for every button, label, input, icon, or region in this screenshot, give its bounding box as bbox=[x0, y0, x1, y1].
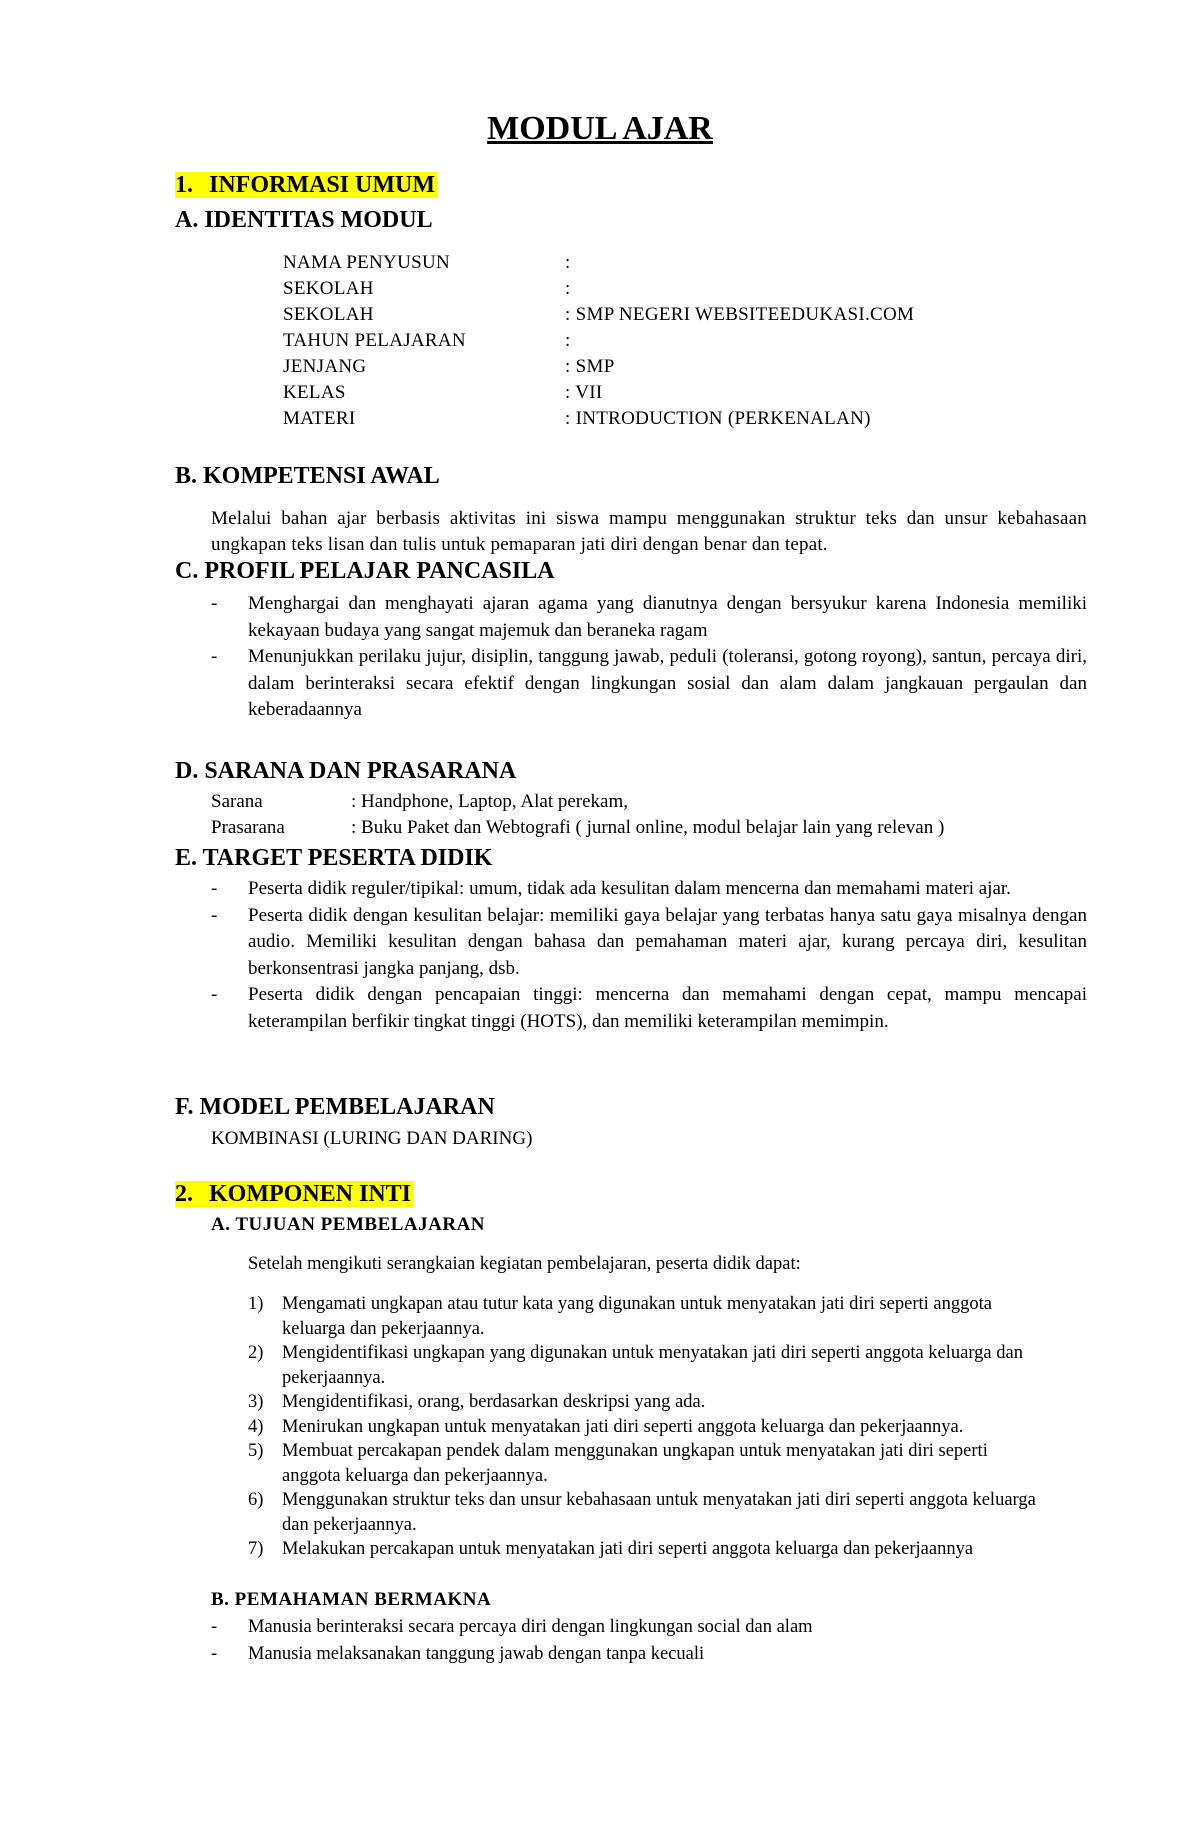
tujuan-list bbox=[248, 1292, 1048, 1562]
sarana-heading: D. SARANA DAN PRASARANA bbox=[175, 758, 517, 784]
identitas-row bbox=[283, 328, 914, 354]
table-row bbox=[211, 789, 944, 815]
sarana-label: Prasarana bbox=[211, 817, 285, 838]
identitas-label: SEKOLAH bbox=[283, 304, 374, 325]
list-item-text: Mengidentifikasi, orang, berdasarkan deskripsi yang ada. bbox=[282, 1392, 706, 1412]
identitas-label: JENJANG bbox=[283, 356, 367, 377]
list-item bbox=[248, 1390, 1048, 1415]
table-row bbox=[211, 815, 944, 841]
list-item-text: Manusia berinteraksi secara percaya diri dengan lingkungan social dan alam bbox=[248, 1617, 813, 1637]
list-item bbox=[248, 1537, 1048, 1562]
list-item: - Peserta didik dengan pencapaian tinggi: mencerna dan memahami dengan cepat, mampu mencapai keterampilan berfikir tingkat tinggi (HOTS), dan memiliki keterampilan memimpin. bbox=[211, 984, 1087, 1032]
list-item-text: Mengamati ungkapan atau tutur kata yang digunakan untuk menyatakan jati diri seperti anggota keluarga dan pekerjaannya. bbox=[282, 1294, 992, 1339]
list-number: 3) bbox=[248, 1392, 264, 1412]
kompetensi-text: Melalui bahan ajar berbasis aktivitas ini siswa mampu menggunakan struktur teks dan unsur kebahasaan ungkapan teks lisan dan tulis untuk pemaparan jati diri dengan benar dan tepat. bbox=[211, 508, 1087, 555]
identitas-row bbox=[283, 406, 914, 432]
identitas-row bbox=[283, 354, 914, 380]
sarana-value: : Handphone, Laptop, Alat perekam, bbox=[351, 791, 629, 812]
tujuan-intro: Setelah mengikuti serangkaian kegiatan pembelajaran, peserta didik dapat: bbox=[248, 1254, 801, 1274]
identitas-label: KELAS bbox=[283, 382, 346, 403]
identitas-value: : VII bbox=[565, 382, 603, 403]
list-item bbox=[248, 1341, 1048, 1390]
identitas-value: : INTRODUCTION (PERKENALAN) bbox=[565, 408, 871, 429]
list-item bbox=[248, 1439, 1048, 1488]
tujuan-heading: A. TUJUAN PEMBELAJARAN bbox=[211, 1214, 486, 1235]
identitas-value: : bbox=[565, 330, 571, 351]
identitas-label: TAHUN PELAJARAN bbox=[283, 330, 466, 351]
model-text: KOMBINASI (LURING DAN DARING) bbox=[211, 1128, 533, 1149]
list-item-text: Menunjukkan perilaku jujur, disiplin, tanggung jawab, peduli (toleransi, gotong royong), santun, percaya diri, dalam berinteraksi secara efektif dengan lingkungan sosial dan alam dalam jangkauan pergaulan dan keberadaannya bbox=[248, 646, 1087, 720]
section-1-number: 1. bbox=[175, 172, 193, 198]
sarana-value: : Buku Paket dan Webtografi ( jurnal online, modul belajar lain yang relevan ) bbox=[351, 817, 945, 838]
list-item-text: Peserta didik dengan kesulitan belajar: memiliki gaya belajar yang terbatas hanya satu gaya misalnya dengan audio. Memiliki kesulitan dengan bahasa dan pemahaman materi ajar, kurang percaya diri, kesulitan berkonsentrasi jangka panjang, dsb. bbox=[248, 904, 1087, 979]
list-item-text: Manusia melaksanakan tanggung jawab dengan tanpa kecuali bbox=[248, 1643, 705, 1664]
model-heading: F. MODEL PEMBELAJARAN bbox=[175, 1094, 495, 1120]
list-number: 5) bbox=[248, 1441, 264, 1461]
identitas-label: NAMA PENYUSUN bbox=[283, 252, 451, 273]
list-item: - Peserta didik dengan kesulitan belajar: memiliki gaya belajar yang terbatas hanya satu gaya misalnya dengan audio. Memiliki kesulitan dengan bahasa dan pemahaman materi ajar, kurang percaya diri, kesulitan berkonsentrasi jangka panjang, dsb. bbox=[211, 904, 1087, 979]
list-item bbox=[248, 1292, 1048, 1341]
section-1-heading bbox=[175, 172, 438, 199]
section-2-title: KOMPONEN INTI bbox=[209, 1181, 412, 1207]
list-item: - Manusia melaksanakan tanggung jawab dengan tanpa kecuali bbox=[211, 1643, 705, 1664]
target-heading: E. TARGET PESERTA DIDIK bbox=[175, 845, 493, 871]
identitas-label: MATERI bbox=[283, 408, 356, 429]
list-item: - Menunjukkan perilaku jujur, disiplin, tanggung jawab, peduli (toleransi, gotong royong), santun, percaya diri, dalam berinteraksi secara efektif dengan lingkungan sosial dan alam dalam jangkauan pergaulan dan keberadaannya bbox=[211, 646, 1087, 720]
pemahaman-heading: B. PEMAHAMAN BERMAKNA bbox=[211, 1589, 492, 1610]
list-number: 1) bbox=[248, 1294, 264, 1314]
list-item-text: Menggunakan struktur teks dan unsur kebahasaan untuk menyatakan jati diri seperti anggota keluarga dan pekerjaannya. bbox=[282, 1490, 1036, 1535]
list-item-text: Membuat percakapan pendek dalam menggunakan ungkapan untuk menyatakan jati diri seperti anggota keluarga dan pekerjaannya. bbox=[282, 1441, 988, 1486]
sarana-label: Sarana bbox=[211, 791, 263, 812]
identitas-row bbox=[283, 250, 914, 276]
list-item-text: Melakukan percakapan untuk menyatakan jati diri seperti anggota keluarga dan pekerjaannya bbox=[282, 1539, 974, 1559]
list-number: 4) bbox=[248, 1416, 264, 1437]
identitas-row bbox=[283, 380, 914, 406]
page-title: MODUL AJAR bbox=[487, 110, 713, 147]
list-item: - Peserta didik reguler/tipikal: umum, tidak ada kesulitan dalam mencerna dan memahami materi ajar. bbox=[211, 878, 1011, 899]
pemahaman-list bbox=[211, 1614, 1087, 1667]
section-1-title: INFORMASI UMUM bbox=[209, 172, 435, 198]
section-2-number: 2. bbox=[175, 1181, 193, 1207]
list-item bbox=[248, 1488, 1048, 1537]
identitas-label: SEKOLAH bbox=[283, 278, 374, 299]
identitas-value: : bbox=[565, 278, 571, 299]
kompetensi-heading: B. KOMPETENSI AWAL bbox=[175, 463, 440, 489]
list-item-text: Peserta didik dengan pencapaian tinggi: mencerna dan memahami dengan cepat, mampu mencapai keterampilan berfikir tingkat tinggi (HOTS), dan memiliki keterampilan memimpin. bbox=[248, 984, 1087, 1032]
profil-heading: C. PROFIL PELAJAR PANCASILA bbox=[175, 558, 555, 584]
identitas-row bbox=[283, 276, 914, 302]
list-number: 6) bbox=[248, 1490, 264, 1510]
list-item-text: Menghargai dan menghayati ajaran agama yang dianutnya dengan bersyukur karena Indonesia memiliki kekayaan budaya yang sangat majemuk dan beraneka ragam bbox=[248, 593, 1087, 641]
list-item-text: Mengidentifikasi ungkapan yang digunakan untuk menyatakan jati diri seperti anggota keluarga dan pekerjaannya. bbox=[282, 1343, 1023, 1388]
list-item bbox=[248, 1415, 1048, 1440]
section-2-heading bbox=[175, 1181, 414, 1208]
identitas-value: : bbox=[565, 252, 571, 273]
identitas-row bbox=[283, 302, 914, 328]
target-list bbox=[211, 876, 1087, 1035]
identitas-heading: A. IDENTITAS MODUL bbox=[175, 207, 433, 233]
profil-list bbox=[211, 591, 1087, 724]
identitas-value: : SMP NEGERI WEBSITEEDUKASI.COM bbox=[565, 304, 915, 325]
identitas-table bbox=[283, 250, 914, 432]
sarana-table bbox=[211, 789, 944, 841]
list-number: 7) bbox=[248, 1539, 264, 1559]
list-item: - Manusia berinteraksi secara percaya diri dengan lingkungan social dan alam bbox=[211, 1617, 813, 1637]
list-item: - Menghargai dan menghayati ajaran agama yang dianutnya dengan bersyukur karena Indonesia memiliki kekayaan budaya yang sangat majemuk dan beraneka ragam bbox=[211, 593, 1087, 641]
list-item-text: Peserta didik reguler/tipikal: umum, tidak ada kesulitan dalam mencerna dan memahami materi ajar. bbox=[248, 878, 1011, 899]
identitas-value: : SMP bbox=[565, 356, 615, 377]
list-number: 2) bbox=[248, 1343, 264, 1363]
list-item-text: Menirukan ungkapan untuk menyatakan jati diri seperti anggota keluarga dan pekerjaannya. bbox=[282, 1416, 964, 1437]
